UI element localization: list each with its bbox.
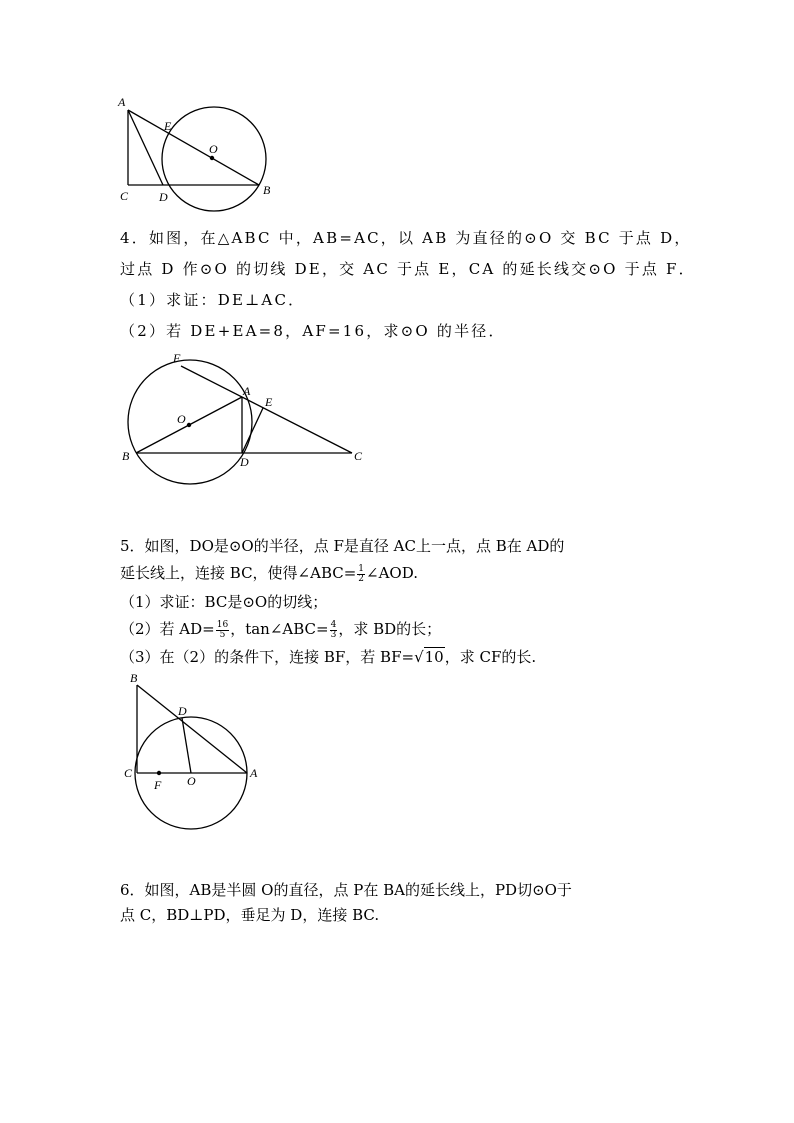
label-c: C <box>120 189 129 203</box>
problem-6-line-2: 点 C，BD⊥PD，垂足为 D，连接 BC. <box>120 906 380 924</box>
label-f: F <box>154 778 162 792</box>
label-o: O <box>209 142 218 156</box>
segment-fc <box>181 366 352 453</box>
label-e: E <box>265 395 273 409</box>
label-o: O <box>177 412 186 426</box>
problem-5-line-2-post: ∠AOD. <box>366 564 418 582</box>
sqrt-radicand: 10 <box>424 648 444 666</box>
sqrt-sign: √ <box>414 648 424 666</box>
fraction-numerator: 16 <box>216 619 229 630</box>
part-3-text-a: （3）在（2）的条件下，连接 BF，若 BF= <box>120 648 415 666</box>
fraction-denominator: 2 <box>358 573 365 584</box>
label-f: F <box>173 351 181 365</box>
fraction-one-half <box>357 565 365 584</box>
square-root-10 <box>414 647 445 667</box>
segment-de <box>242 408 263 453</box>
figure-1 <box>110 88 280 208</box>
figure-3 <box>118 668 268 838</box>
segment-ad <box>128 110 163 185</box>
label-a: A <box>243 384 251 398</box>
fraction-numerator: 1 <box>358 563 365 574</box>
problem-5-part-3 <box>120 647 536 667</box>
problem-4-part-1: （1）求证：DE⊥AC． <box>120 291 306 309</box>
label-a: A <box>250 766 258 780</box>
point-f-dot <box>157 771 161 775</box>
circle-o <box>128 360 252 484</box>
problem-4-line-1: 4．如图，在△ABC 中，AB=AC，以 AB 为直径的⊙O 交 BC 于点 D， <box>120 229 692 247</box>
part-2-text-c: ，求 BD的长； <box>338 620 442 638</box>
problem-5-part-2 <box>120 619 441 640</box>
segment-ab <box>128 110 259 185</box>
label-d: D <box>240 455 249 469</box>
fraction-numerator: 4 <box>330 619 337 630</box>
label-a: A <box>118 95 126 109</box>
segment-ba <box>137 685 247 773</box>
fraction-denominator: 5 <box>219 629 226 640</box>
label-e: E <box>164 119 172 133</box>
center-dot <box>187 423 191 427</box>
fraction-16-5 <box>216 621 229 640</box>
problem-5-part-1: （1）求证：BC是⊙O的切线； <box>120 593 328 611</box>
part-2-text-a: （2）若 AD= <box>120 620 215 638</box>
problem-5-line-1: 5．如图，DO是⊙O的半径，点 F是直径 AC上一点，点 B在 AD的 <box>120 537 565 555</box>
problem-6-line-1: 6．如图，AB是半圆 O的直径，点 P在 BA的延长线上，PD切⊙O于 <box>120 881 572 899</box>
fraction-denominator: 3 <box>330 629 337 640</box>
figure-2 <box>115 348 375 493</box>
part-2-text-b: ，tan∠ABC= <box>230 620 329 638</box>
problem-5-line-2 <box>120 563 418 584</box>
label-c: C <box>124 766 133 780</box>
label-d: D <box>159 190 168 204</box>
label-d: D <box>178 704 187 718</box>
part-3-text-b: ，求 CF的长. <box>444 648 537 666</box>
fraction-4-3 <box>330 621 338 640</box>
problem-5-line-2-pre: 延长线上，连接 BC，使得∠ABC= <box>120 564 357 582</box>
label-b: B <box>130 671 138 685</box>
problem-4-part-2: （2）若 DE+EA=8，AF=16，求⊙O 的半径． <box>120 322 506 340</box>
segment-do <box>182 718 191 773</box>
problem-4-line-2: 过点 D 作⊙O 的切线 DE，交 AC 于点 E，CA 的延长线交⊙O 于点 F． <box>120 260 696 278</box>
center-dot <box>210 156 214 160</box>
label-b: B <box>263 183 271 197</box>
label-b: B <box>122 449 130 463</box>
label-o: O <box>187 774 196 788</box>
label-c: C <box>354 449 363 463</box>
